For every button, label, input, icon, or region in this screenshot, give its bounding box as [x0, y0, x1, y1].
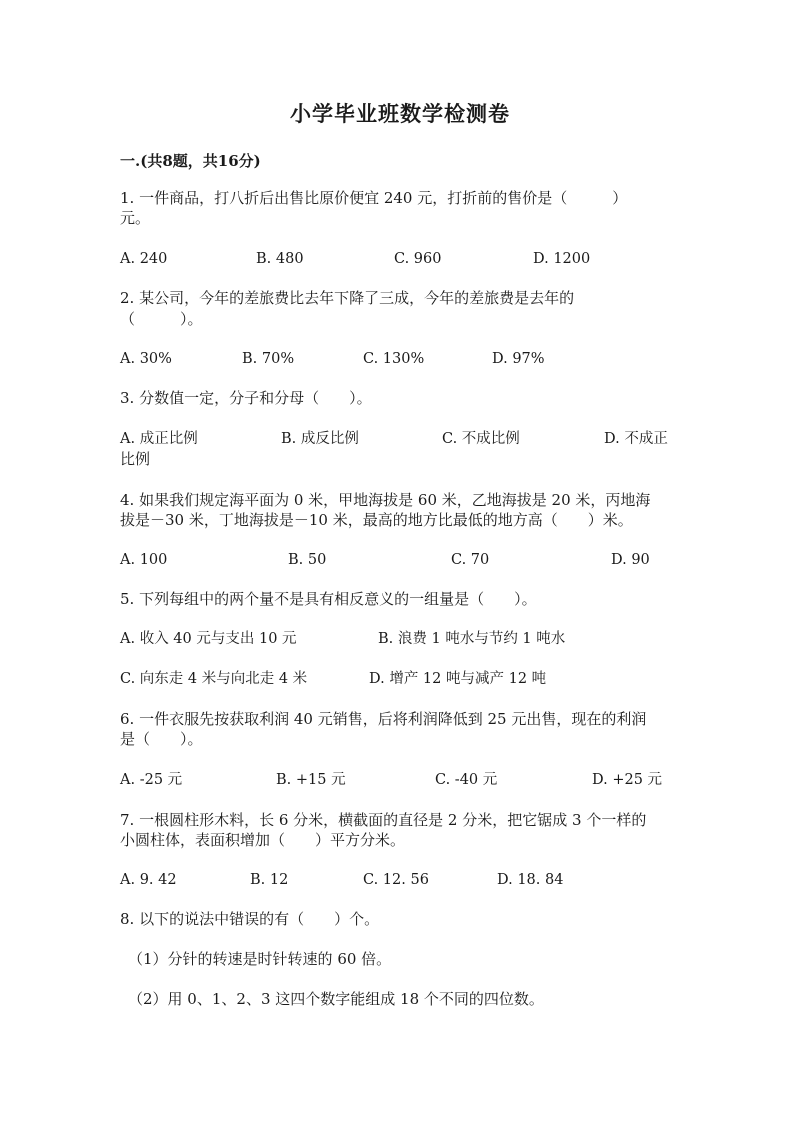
question-2-option-a[interactable]: A. 30%: [120, 351, 172, 367]
question-8-statement-2: （2）用 0、1、2、3 这四个数字能组成 18 个不同的四位数。: [128, 990, 544, 1008]
question-5-stem: 5. 下列每组中的两个量不是具有相反意义的一组量是（ ）。: [120, 590, 537, 608]
question-2-option-d[interactable]: D. 97%: [492, 351, 545, 367]
question-7-option-c[interactable]: C. 12. 56: [363, 872, 429, 888]
question-2-option-b[interactable]: B. 70%: [242, 351, 295, 367]
question-8-statement-1: （1）分针的转速是时针转速的 60 倍。: [128, 950, 392, 968]
question-4-option-a[interactable]: A. 100: [120, 552, 168, 568]
question-6-option-d[interactable]: D. +25 元: [592, 772, 663, 788]
question-5-option-d[interactable]: D. 增产 12 吨与减产 12 吨: [369, 671, 547, 687]
question-4-option-d[interactable]: D. 90: [611, 552, 650, 568]
question-3-option-d[interactable]: D. 不成正: [604, 431, 668, 447]
question-6-stem-line1: 6. 一件衣服先按获取利润 40 元销售，后将利润降低到 25 元出售，现在的利润: [120, 710, 647, 728]
question-8-stem: 8. 以下的说法中错误的有（ ）个。: [120, 910, 380, 928]
question-7-stem-line1: 7. 一根圆柱形木料，长 6 分米，横截面的直径是 2 分米，把它锯成 3 个一样的: [120, 811, 647, 829]
question-2-stem-line1: 2. 某公司，今年的差旅费比去年下降了三成，今年的差旅费是去年的: [120, 289, 575, 307]
question-4-stem-line2: 拔是－30 米，丁地海拔是－10 米，最高的地方比最低的地方高（ ）米。: [120, 511, 633, 529]
question-1-option-a[interactable]: A. 240: [120, 251, 168, 267]
question-7-stem-line2: 小圆柱体，表面积增加（ ）平方分米。: [120, 831, 406, 849]
question-5-option-c[interactable]: C. 向东走 4 米与向北走 4 米: [120, 671, 308, 687]
question-6-options: [120, 770, 680, 790]
section-heading: 一.(共8题，共16分): [120, 152, 261, 170]
page-title: 小学毕业班数学检测卷: [290, 101, 510, 126]
question-4-option-c[interactable]: C. 70: [451, 552, 490, 568]
question-7-option-a[interactable]: A. 9. 42: [120, 872, 177, 888]
question-4-stem-line1: 4. 如果我们规定海平面为 0 米，甲地海拔是 60 米，乙地海拔是 20 米，丙地海: [120, 491, 651, 509]
question-3-option-d-continuation: 比例: [120, 450, 151, 468]
question-5-option-b[interactable]: B. 浪费 1 吨水与节约 1 吨水: [378, 631, 566, 647]
question-6-option-b[interactable]: B. +15 元: [276, 772, 346, 788]
question-6-option-c[interactable]: C. -40 元: [435, 772, 498, 788]
question-6-option-a[interactable]: A. -25 元: [120, 772, 183, 788]
question-3-options: [120, 429, 680, 449]
question-4-options: [120, 550, 680, 570]
question-7-options: [120, 870, 680, 890]
question-1-options: [120, 249, 680, 269]
question-3-option-c[interactable]: C. 不成比例: [442, 431, 520, 447]
question-5-options-row2: [120, 669, 680, 689]
question-2-option-c[interactable]: C. 130%: [363, 351, 425, 367]
question-6-stem-line2: 是（ ）。: [120, 730, 203, 748]
question-7-option-b[interactable]: B. 12: [250, 872, 289, 888]
question-3-option-b[interactable]: B. 成反比例: [281, 431, 359, 447]
question-4-option-b[interactable]: B. 50: [288, 552, 327, 568]
question-1-stem-line1: 1. 一件商品，打八折后出售比原价便宜 240 元，打折前的售价是（ ）: [120, 189, 628, 207]
question-3-option-a[interactable]: A. 成正比例: [120, 431, 198, 447]
question-1-option-d[interactable]: D. 1200: [533, 251, 591, 267]
question-7-option-d[interactable]: D. 18. 84: [497, 872, 564, 888]
question-2-stem-line2: （ ）。: [120, 310, 203, 328]
question-5-option-a[interactable]: A. 收入 40 元与支出 10 元: [120, 631, 297, 647]
question-5-options-row1: [120, 629, 680, 649]
question-1-stem-line2: 元。: [120, 209, 151, 227]
question-2-options: [120, 349, 680, 369]
question-1-option-b[interactable]: B. 480: [256, 251, 304, 267]
question-3-stem: 3. 分数值一定，分子和分母（ ）。: [120, 389, 372, 407]
question-1-option-c[interactable]: C. 960: [394, 251, 442, 267]
